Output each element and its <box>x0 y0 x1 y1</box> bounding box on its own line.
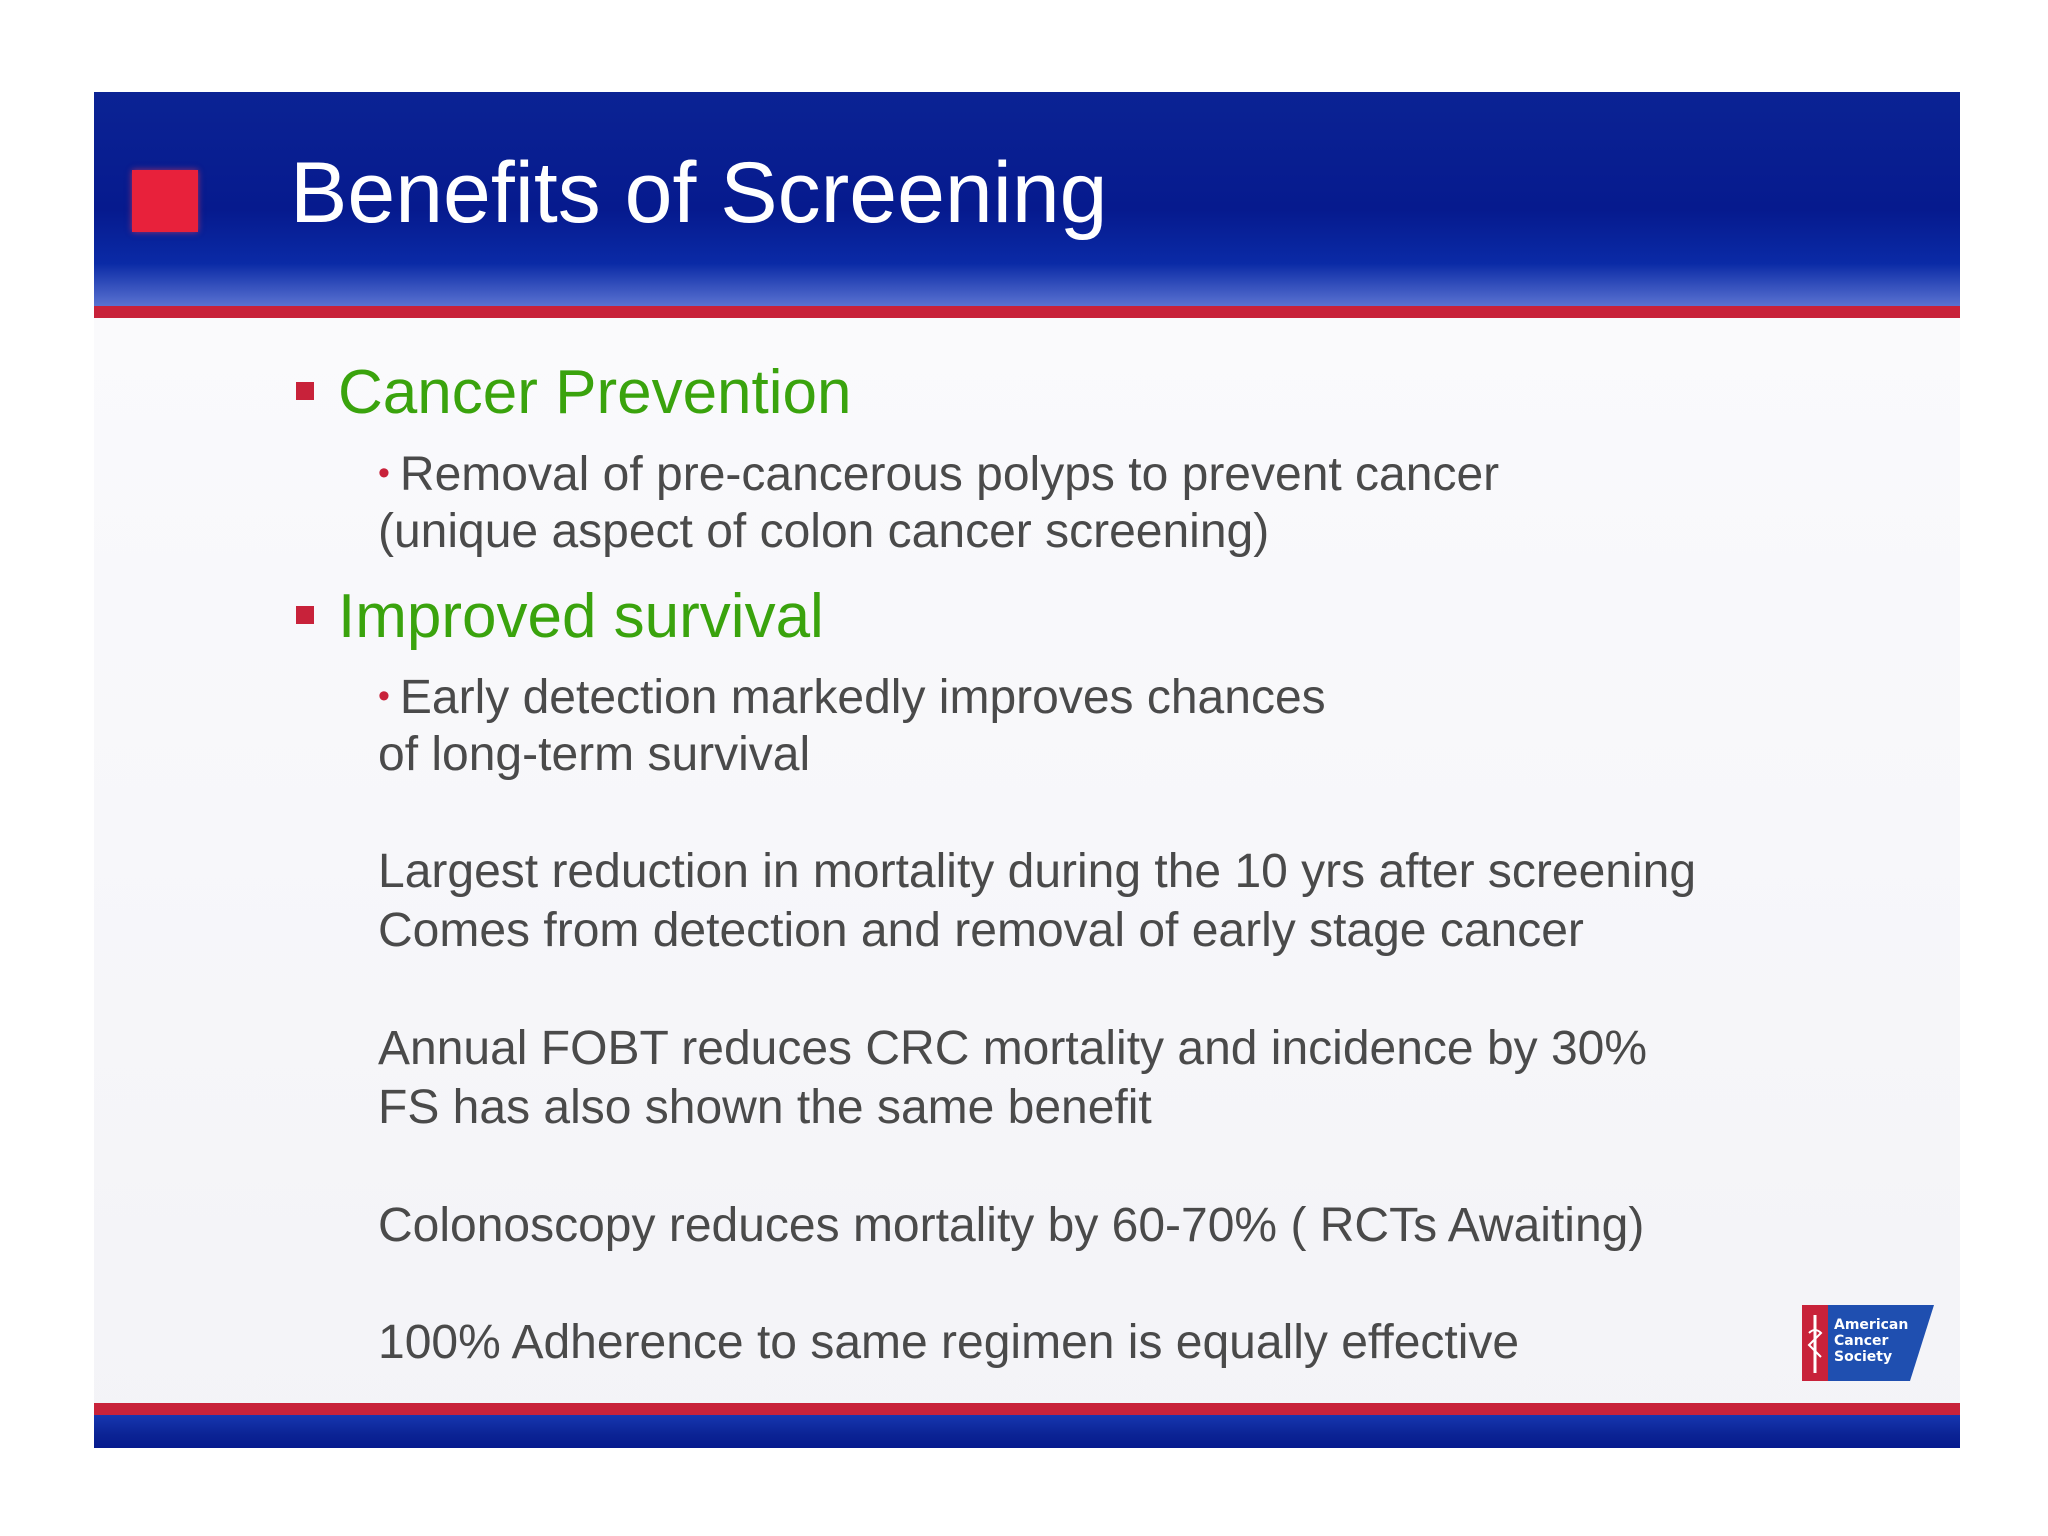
bullet-line: • Removal of pre-cancerous polyps to prevent cancer <box>378 448 1500 501</box>
body-line: Colonoscopy reduces mortality by 60-70% ( RCTs Awaiting) <box>378 1199 1645 1252</box>
footer-red-stripe <box>94 1403 1960 1415</box>
body-line: Annual FOBT reduces CRC mortality and incidence by 30% <box>378 1022 1648 1075</box>
logo-text-line3: Society <box>1834 1349 1893 1365</box>
square-bullet-icon <box>296 382 314 400</box>
logo-text-line2: Cancer <box>1834 1333 1889 1349</box>
bullet-line-continued: of long-term survival <box>378 728 811 781</box>
bullet-line: • Early detection markedly improves chances <box>378 671 1326 724</box>
dot-bullet-icon: • <box>378 677 390 715</box>
section-heading-improved-survival: Improved survival <box>338 582 824 651</box>
bullet-line-continued: (unique aspect of colon cancer screening) <box>378 505 1270 558</box>
dot-bullet-icon: • <box>378 454 390 492</box>
square-bullet-icon <box>296 606 314 624</box>
footer-blue-stripe <box>94 1415 1960 1448</box>
slide-title: Benefits of Screening <box>290 145 1108 241</box>
body-line: Largest reduction in mortality during the 10 yrs after screening <box>378 845 1697 898</box>
logo-text-line1: American <box>1834 1317 1909 1333</box>
body-line: FS has also shown the same benefit <box>378 1081 1152 1134</box>
body-line: 100% Adherence to same regimen is equally effective <box>378 1316 1520 1369</box>
body-line: Comes from detection and removal of early stage cancer <box>378 904 1584 957</box>
section-heading-cancer-prevention: Cancer Prevention <box>338 358 852 427</box>
american-cancer-society-logo <box>1802 1305 1934 1381</box>
